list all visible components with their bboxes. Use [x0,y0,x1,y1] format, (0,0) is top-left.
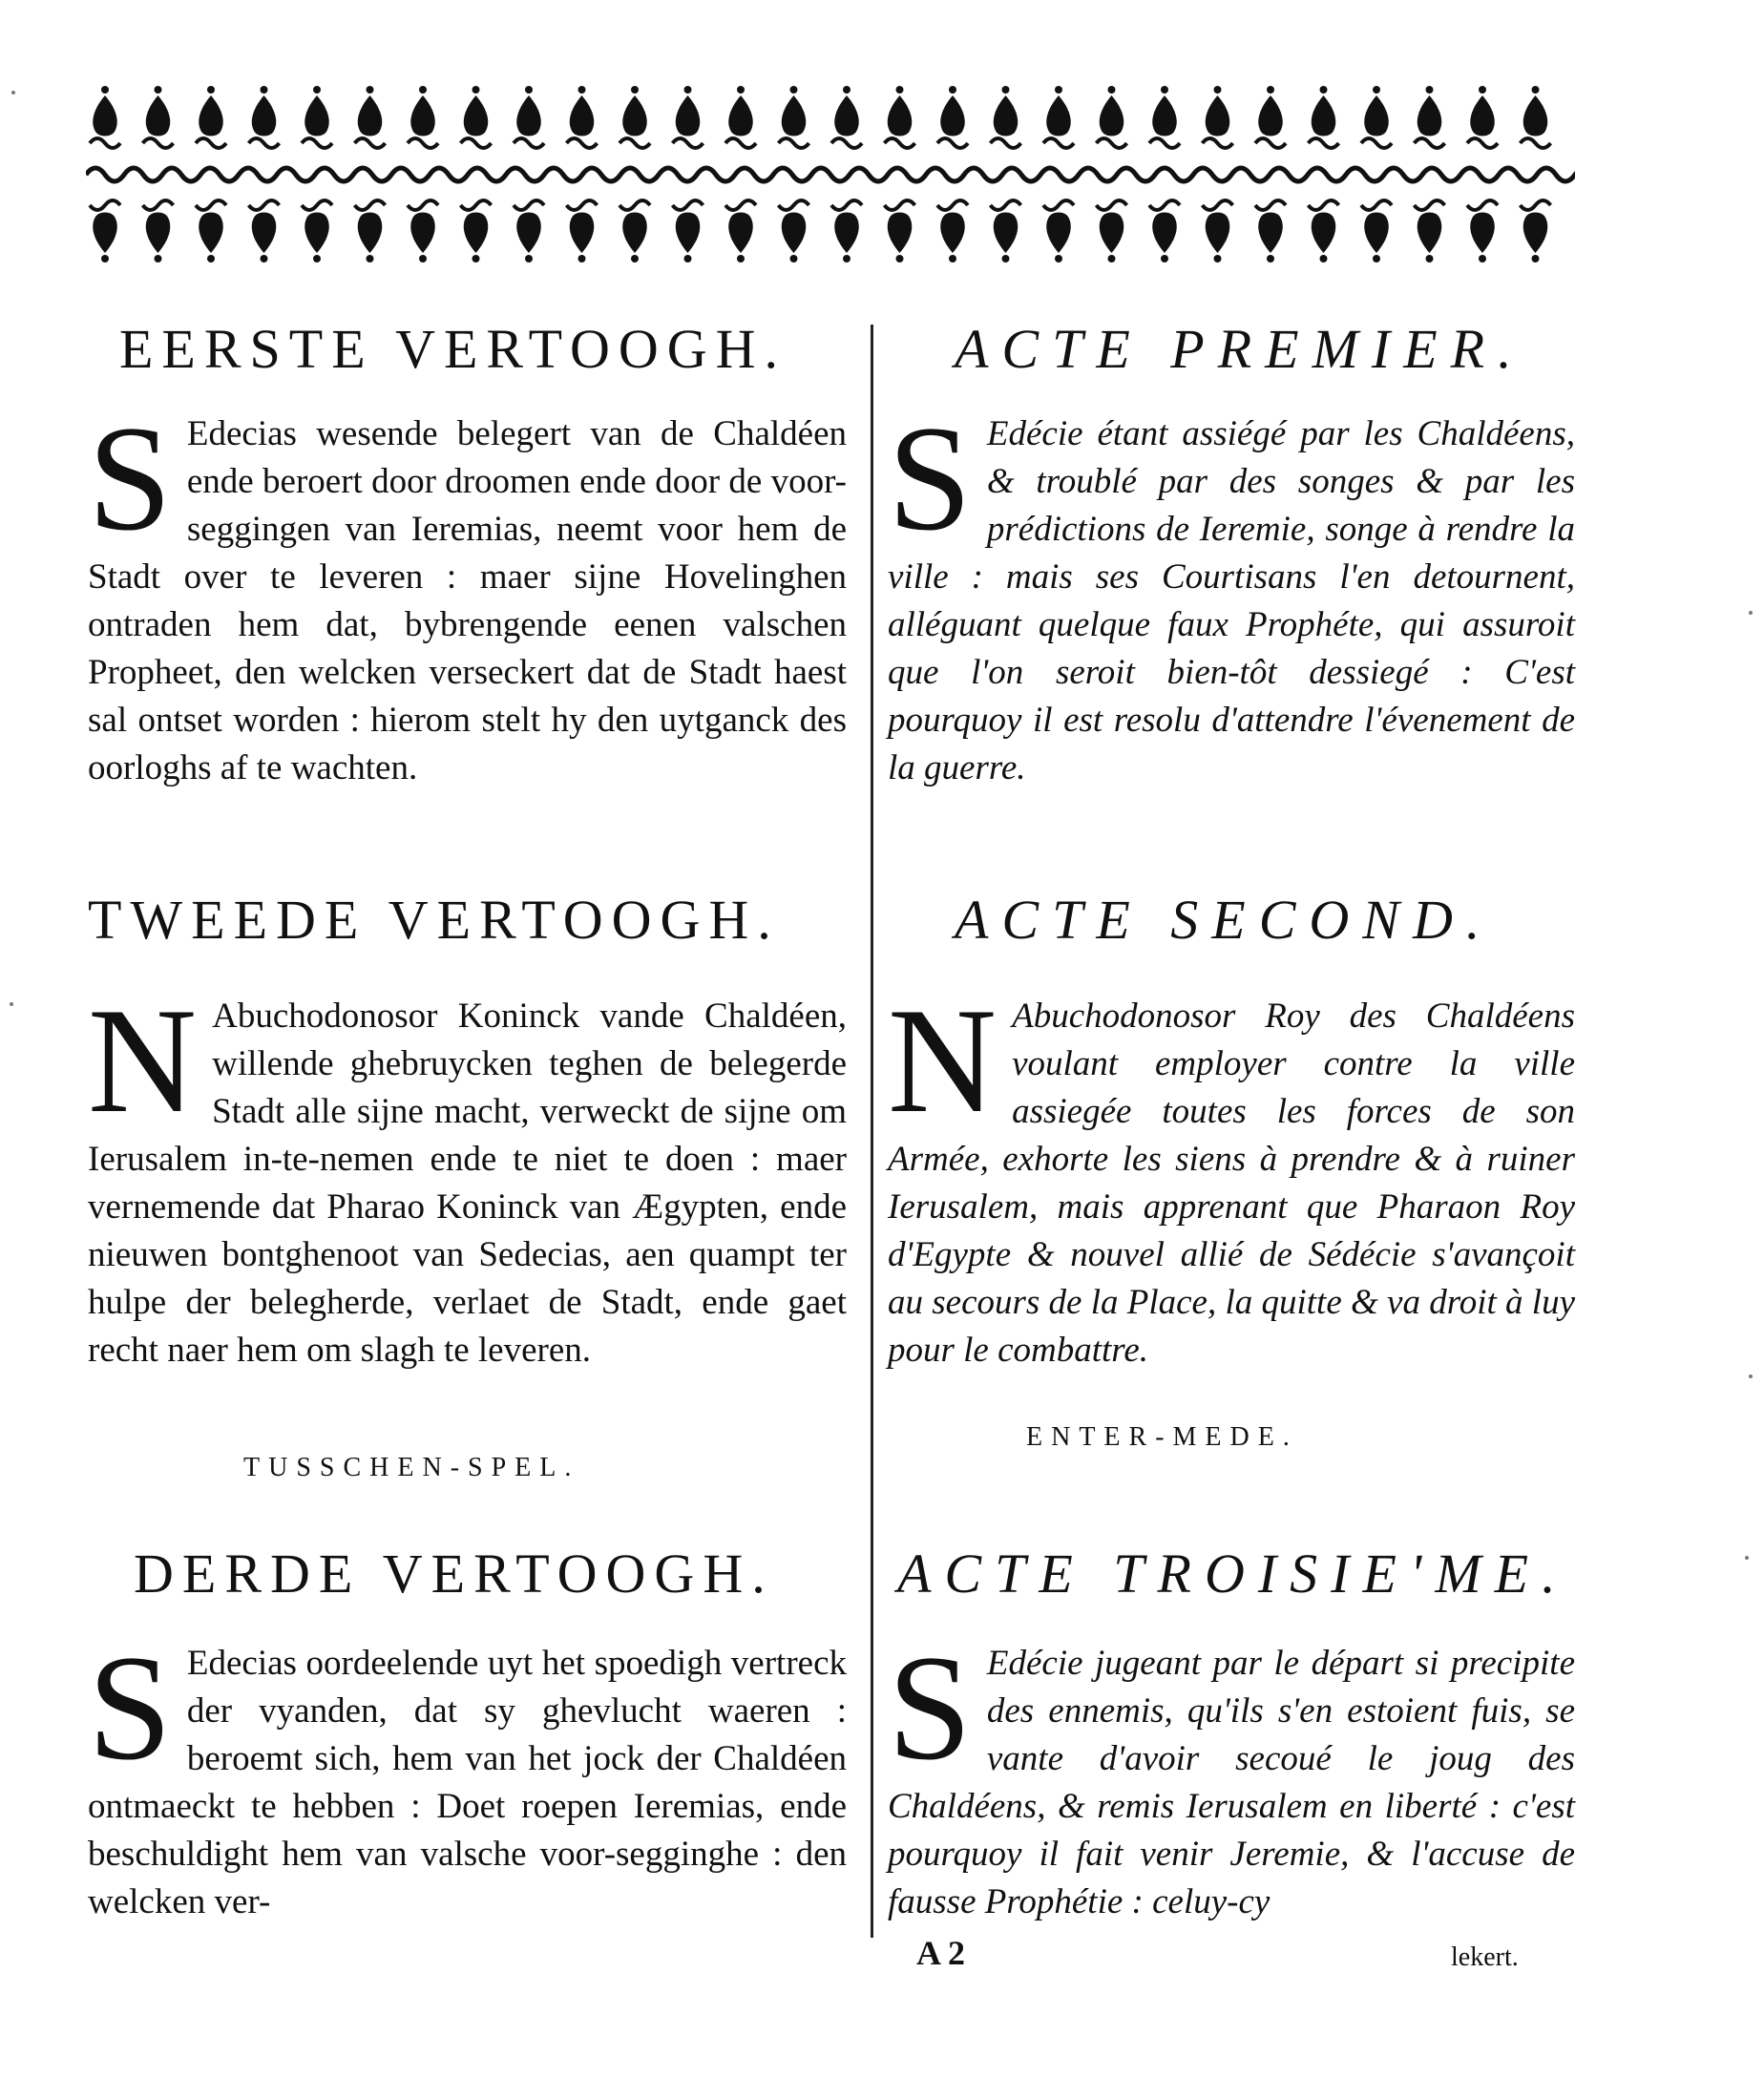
act3-text-french [888,1625,1575,1926]
act3-heading-french: ACTE TROISIE'ME. [897,1543,1569,1605]
ornamental-header-band [86,81,1575,267]
scan-speck [1745,1556,1749,1560]
act2-heading-french: ACTE SECOND. [955,889,1494,951]
fleuron-ornament [1521,86,1551,148]
fleuron-ornament [143,200,174,262]
act2-initial-french: N [888,977,998,1144]
fleuron-ornament [1467,200,1498,262]
fleuron-ornament [302,200,332,262]
act2-text-french [888,977,1576,1375]
fleuron-ornament [408,200,438,262]
act3-body-french: Edécie jugeant par le départ si precipite des ennemis, qu'ils s'en estoient fuis, se vante d'avoir secoué le joug des Chaldéens, & remis Ierusalem en liberté : c'est pourquoy il fait venir Jeremie, & l'accuse de fausse Prophétie : celuy-cy [888,1644,1575,1921]
fleuron-ornament [1203,86,1233,148]
scan-speck [10,1002,13,1006]
column-divider [871,325,873,1938]
fleuron-ornament [1361,200,1392,262]
fleuron-ornament [567,200,598,262]
fleuron-ornament [779,200,809,262]
fleuron-ornament [567,86,598,148]
fleuron-ornament [1255,200,1286,262]
fleuron-ornament [1415,200,1445,262]
act1-body-french: Edécie étant assiégé par les Chaldéens, & troublé par des songes & par les prédictions de Ieremie, songe à rendre la ville : mais ses Courtisans l'en detournent, alléguant quelque faux Prophéte, qui assuroit que l'on seroit bien-tôt dessiegé : C'est pourquoy il est resolu d'attendre l'évenement de la guerre. [888,414,1575,787]
fleuron-ornament [408,86,438,148]
fleuron-ornament [991,200,1021,262]
fleuron-ornament [779,86,809,148]
fleuron-ornament [302,86,332,148]
fleuron-ornament [831,200,862,262]
fleuron-ornament [885,86,915,148]
act2-heading-dutch: TWEEDE VERTOOGH. [88,889,780,951]
fleuron-ornament [1309,86,1339,148]
fleuron-ornament [620,86,650,148]
interlude-dutch: TUSSCHEN-SPEL. [243,1453,580,1482]
catchword: lekert. [1451,1942,1519,1972]
act1-heading-dutch: EERSTE VERTOOGH. [119,318,788,380]
fleuron-ornament [1521,200,1551,262]
interlude-french: ENTER-MEDE. [1026,1422,1298,1452]
fleuron-ornament [1149,200,1180,262]
fleuron-ornament [1043,200,1074,262]
ornament-row-top [90,86,1551,148]
scan-speck [11,91,15,94]
signature-mark: A 2 [916,1934,966,1972]
fleuron-ornament [196,86,226,148]
act3-heading-dutch: DERDE VERTOOGH. [134,1543,774,1605]
fleuron-ornament [673,200,704,262]
fleuron-ornament [196,200,226,262]
fleuron-ornament [90,86,120,148]
act2-body-dutch: Abuchodonosor Koninck vande Chaldéen, willende ghebruycken teghen de belegerde Stadt alle sijne macht, verweckt de sijne om Ierusalem in-te-nemen ende te niet te doen : maer vernemende dat Pharao Koninck van Ægypten, ende nieuwen bontghenoot van Sedecias, aen quampt ter hulpe der belegherde, verlaet de Stadt, ende gaet recht naer hem om slagh te leveren. [88,997,847,1370]
act3-body-dutch: Edecias oordeelende uyt het spoedigh vertreck der vyanden, dat sy ghevlucht waeren : beroemt sich, hem van het jock der Chaldéen ontmaeckt te hebben : Doet roepen Ieremias, ende beschuldight hem van valsche voor-segginghe : den welcken ver- [88,1644,847,1921]
fleuron-ornament [1149,86,1180,148]
fleuron-ornament [937,86,968,148]
act1-initial-french: S [888,395,972,562]
fleuron-ornament [1415,86,1445,148]
fleuron-ornament [1309,200,1339,262]
fleuron-ornament [143,86,174,148]
fleuron-ornament [1361,86,1392,148]
fleuron-ornament [249,200,280,262]
ornament-scroll-band [86,168,1575,181]
act1-body-dutch: Edecias wesende belegert van de Chaldéen ende beroert door droomen ende door de voor-seggingen van Ieremias, neemt voor hem de Stadt over te leveren : maer sijne Hovelinghen ontraden hem dat, bybrengende eenen valschen Propheet, den welcken verseckert dat de Stadt haest sal ontset worden : hierom stelt hy den uytganck des oorloghs af te wachten. [88,414,847,787]
fleuron-ornament [1043,86,1074,148]
act2-body-french: Abuchodonosor Roy des Chaldéens voulant employer contre la ville assiegée toutes les forces de son Armée, exhorte les siens à prendre & à ruiner Ierusalem, mais apprenant que Pharaon Roy d'Egypte & nouvel allié de Sédécie s'avançoit au secours de la Place, la quitte & va droit à luy pour le combattre. [888,997,1576,1370]
ornament-row-bottom [90,200,1551,262]
act3-initial-french: S [888,1625,972,1792]
fleuron-ornament [90,200,120,262]
act1-heading-french: ACTE PREMIER. [955,318,1525,380]
act2-initial-dutch: N [88,977,198,1144]
act2-text-dutch [88,977,847,1375]
act1-text-dutch [88,395,847,792]
fleuron-ornament [673,86,704,148]
act3-initial-dutch: S [88,1625,172,1792]
fleuron-ornament [725,200,756,262]
scan-speck [1749,611,1753,615]
fleuron-ornament [620,200,650,262]
fleuron-ornament [1097,86,1127,148]
fleuron-ornament [885,200,915,262]
fleuron-ornament [831,86,862,148]
fleuron-ornament [1467,86,1498,148]
fleuron-ornament [1203,200,1233,262]
act1-initial-dutch: S [88,395,172,562]
fleuron-ornament [1255,86,1286,148]
fleuron-ornament [355,86,386,148]
fleuron-ornament [725,86,756,148]
fleuron-ornament [937,200,968,262]
fleuron-ornament [1097,200,1127,262]
scan-speck [1749,1375,1753,1378]
fleuron-ornament [249,86,280,148]
fleuron-ornament [514,200,544,262]
fleuron-ornament [355,200,386,262]
fleuron-ornament [514,86,544,148]
fleuron-ornament [461,86,492,148]
act3-text-dutch [88,1625,847,1926]
fleuron-ornament [461,200,492,262]
fleuron-ornament [991,86,1021,148]
act1-text-french [888,395,1575,792]
